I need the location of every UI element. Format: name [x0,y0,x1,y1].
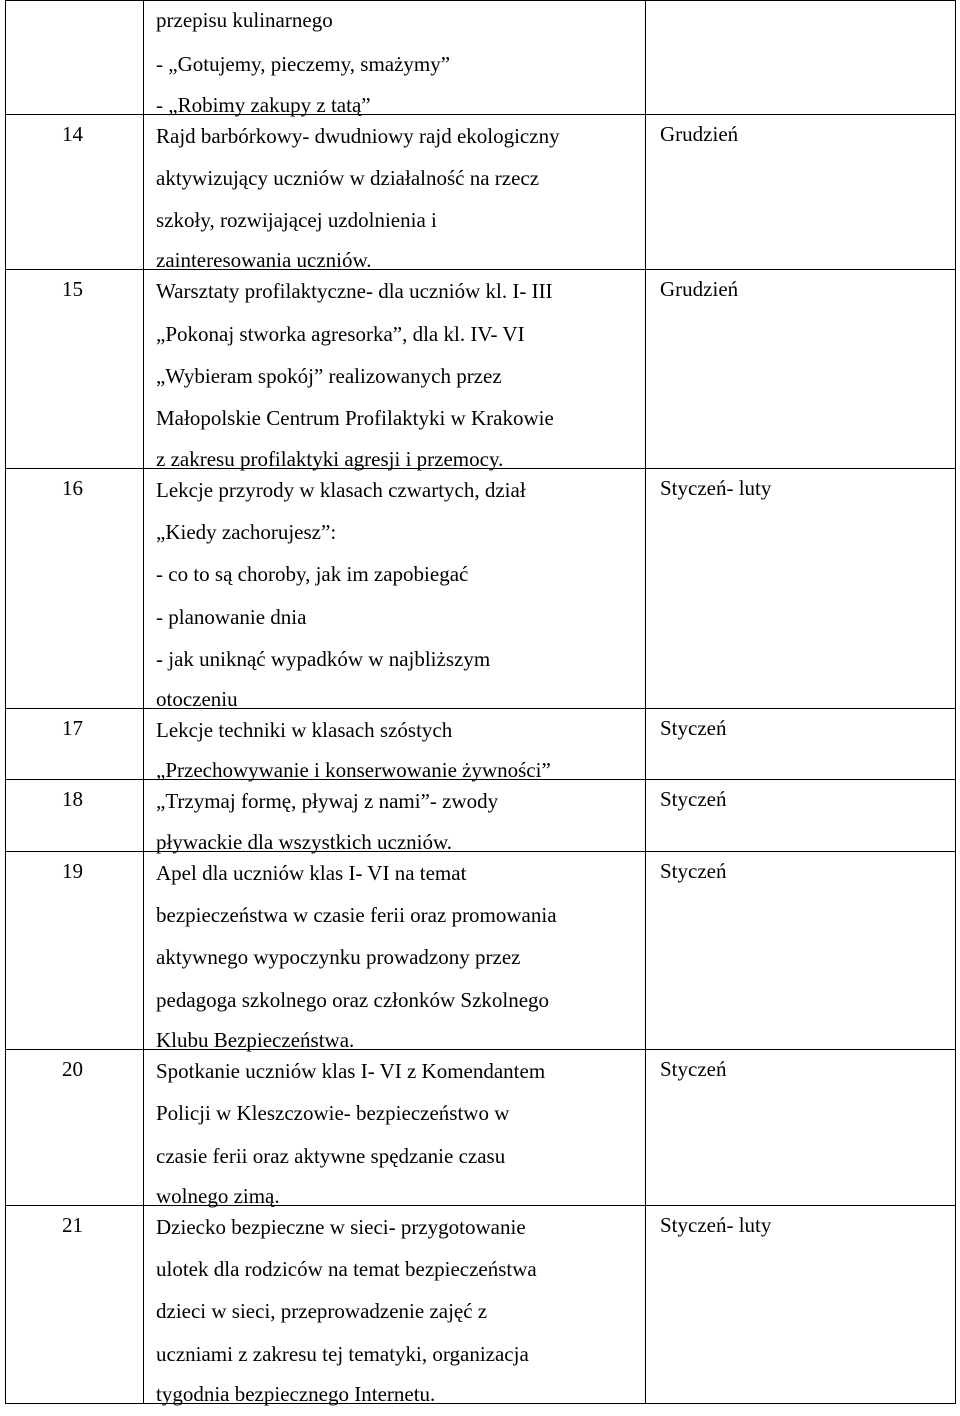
description-line: Lekcje przyrody w klasach czwartych, dział [156,477,526,502]
description-line: aktywnego wypoczynku prowadzony przez [156,945,521,970]
row-date-cell [646,780,956,851]
description-line: „Trzymaj formę, pływaj z nami”- zwody [156,789,499,814]
description-line: Lekcje techniki w klasach szóstych [156,718,453,743]
row-number-cell [6,1205,144,1403]
description-line: „Pokonaj stworka agresorka”, dla kl. IV- VI [156,321,525,346]
table-row [6,468,956,708]
row-date: Styczeń- luty [660,475,772,500]
description-line: - jak uniknąć wypadków w najbliższym [156,646,491,671]
table-row [6,270,956,468]
table-row [6,114,956,270]
description-line: „Kiedy zachorujesz”: [156,519,337,544]
table-row [6,709,956,780]
description-line: zainteresowania uczniów. [156,248,372,273]
table-row [6,851,956,1049]
row-description-cell [144,1049,646,1208]
row-description-cell [144,270,646,471]
row-description-cell [144,709,646,783]
schedule-table [5,0,956,1407]
row-date: Grudzień [660,121,739,146]
description-line: pedagoga szkolnego oraz członków Szkolnego [156,987,550,1012]
description-line: aktywizujący uczniów w działalność na rzecz [156,165,540,190]
row-date-cell [646,1205,956,1403]
row-date: Styczeń [660,1056,727,1081]
row-date-cell [646,851,956,1049]
row-number-cell [6,851,144,1049]
description-line: Małopolskie Centrum Profilaktyki w Krakowie [156,406,554,431]
row-date-cell [646,1049,956,1205]
row-date: Styczeń [660,787,727,812]
description-line: przepisu kulinarnego [156,8,333,32]
row-date-cell [646,270,956,468]
row-date-cell [646,709,956,780]
table-row [6,780,956,851]
description-line: „Przechowywanie i konserwowanie żywności” [156,758,551,783]
description-line: Apel dla uczniów klas I- VI na temat [156,860,467,885]
row-date-cell [646,1,956,115]
description-line: ulotek dla rodziców na temat bezpieczeństwa [156,1257,537,1282]
description-line: Spotkanie uczniów klas I- VI z Komendantem [156,1058,546,1083]
description-line: pływackie dla wszystkich uczniów. [156,829,453,854]
description-line: „Wybieram spokój” realizowanych przez [156,364,502,389]
row-number [62,1,143,43]
description-line: tygodnia bezpiecznego Internetu. [156,1382,436,1407]
row-number-cell [6,270,144,468]
row-number: 21 [62,1212,83,1237]
description-line: czasie ferii oraz aktywne spędzanie czasu [156,1143,506,1168]
row-description-cell [144,468,646,712]
row-number: 17 [62,716,83,741]
row-description-cell [144,114,646,273]
row-number-cell [6,1,144,115]
row-number-cell [6,1049,144,1205]
row-date: Styczeń- luty [660,1212,772,1237]
description-line: Policji w Kleszczowie- bezpieczeństwo w [156,1101,510,1126]
description-line: wolnego zimą. [156,1183,280,1208]
row-date: Styczeń [660,716,727,741]
table-row [6,1205,956,1403]
description-line: bezpieczeństwa w czasie ferii oraz promowania [156,903,557,928]
row-description-cell [144,851,646,1052]
row-date: Grudzień [660,277,739,302]
row-date-cell [646,468,956,708]
description-line: Rajd barbórkowy- dwudniowy rajd ekologiczny [156,123,560,148]
row-number-cell [6,114,144,270]
description-line: dzieci w sieci, przeprowadzenie zajęć z [156,1299,488,1324]
row-description-cell [144,1205,646,1407]
row-description-cell [144,1,646,115]
row-date-cell [646,114,956,270]
description-line: - planowanie dnia [156,604,307,629]
row-number-cell [6,468,144,708]
row-description-cell [144,780,646,854]
description-line: szkoły, rozwijającej uzdolnienia i [156,208,437,233]
row-number: 15 [62,277,83,302]
row-number: 20 [62,1056,83,1081]
row-date [660,1,955,43]
description-line: z zakresu profilaktyki agresji i przemocy. [156,446,504,471]
table-row [6,1049,956,1205]
description-line: - „Gotujemy, pieczemy, smażymy” [156,52,451,77]
row-number: 18 [62,787,83,812]
description-line: Klubu Bezpieczeństwa. [156,1027,355,1052]
row-date: Styczeń [660,858,727,883]
row-number: 19 [62,858,83,883]
description-line: uczniami z zakresu tej tematyki, organizacja [156,1341,529,1366]
row-number: 14 [62,121,83,146]
schedule-table-body [6,1,956,1407]
row-number: 16 [62,475,83,500]
row-number-cell [6,709,144,780]
description-line: otoczeniu [156,687,238,712]
description-line: - co to są choroby, jak im zapobiegać [156,562,469,587]
description-line: Warsztaty profilaktyczne- dla uczniów kl. I- III [156,279,553,304]
description-line: - „Robimy zakupy z tatą” [156,92,371,117]
row-number-cell [6,780,144,851]
table-row [6,1,956,115]
description-line: Dziecko bezpieczne w sieci- przygotowanie [156,1214,526,1239]
